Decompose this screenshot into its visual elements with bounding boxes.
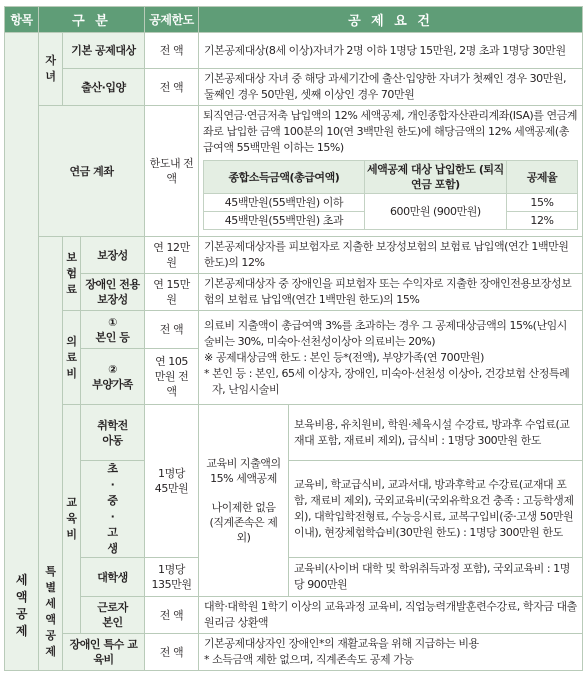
edu-worker-desc: 대학·대학원 1학기 이상의 교육과정 교육비, 직업능력개발훈련수강료, 학자금 대출 원리금 상환액 [199, 597, 583, 634]
insurance-disabled-desc: 기본공제대상자 중 장애인을 피보험자 또는 수익자로 지출한 장애인전용보장성보험의 보험료 납입액(연간 1백만원 한도)의 15% [199, 274, 583, 311]
pension-cell [199, 106, 583, 237]
child-birth-limit: 전 액 [145, 69, 199, 106]
medical-desc [199, 311, 583, 405]
edu-worker-label: 근로자 본인 [81, 597, 145, 634]
pension-desc: 퇴직연금·연금저축 납입액의 12% 세액공제, 개인종합자산관리계좌(ISA)를 연금계좌로 납입한 금액 100분의 10(연 3백만원 한도)에 해당금액의 12% 세액공제(총급여액 55백만원 이하는 15%) [203, 109, 577, 154]
pension-row2-rate: 12% [506, 212, 577, 230]
education-group-label: 교육비 [63, 405, 81, 634]
pension-label: 연금 계좌 [39, 106, 145, 237]
edu-university-limit: 1명당 135만원 [145, 558, 199, 597]
pension-row2-income: 45백만원(55백만원) 초과 [204, 212, 365, 230]
edu-school-label: 초·중·고생 [81, 461, 145, 558]
row-edu-university [5, 558, 583, 597]
header-item: 항목 [5, 7, 39, 33]
edu-limit-per-person: 1명당 45만원 [145, 405, 199, 558]
medical-self-label: ① 본인 등 [81, 311, 145, 349]
tax-credit-table [4, 6, 583, 671]
pension-subheader-rate: 공제율 [506, 161, 577, 194]
pension-limit: 한도내 전액 [145, 106, 199, 237]
special-group-label: 특별세액공제 [39, 237, 63, 671]
header-requirements: 공 제 요 건 [199, 7, 583, 33]
pension-subheader-income: 종합소득금액(총급여액) [204, 161, 365, 194]
edu-disabled-desc: 기본공제대상자인 장애인*의 재활교육을 위해 지급하는 비용 * 소득금액 제한 없으며, 직계존속도 공제 가능 [199, 634, 583, 671]
tax-credit-label: 세액공제 [5, 33, 39, 671]
insurance-coverage-label: 보장성 [81, 237, 145, 274]
child-basic-label: 기본 공제대상 [63, 33, 145, 69]
row-edu-preschool [5, 405, 583, 461]
edu-school-desc: 교육비, 학교급식비, 교과서대, 방과후학교 수강료(교재대 포함, 재료비 제외), 국외교육비(국외유학요건 충족 : 고등학생제외), 대학입학전형료, 수능응시료, 교복구입비(중·고생 50만원 이내), 현장체험학습비(30만원 한도) : 1명당 300만원 한도 [289, 461, 583, 558]
edu-credit-cell [199, 405, 289, 597]
edu-disabled-label: 장애인 특수 교육비 [63, 634, 145, 671]
insurance-disabled-limit: 연 15만원 [145, 274, 199, 311]
row-medical-self [5, 311, 583, 349]
row-child-birth [5, 69, 583, 106]
edu-credit-note: 교육비 지출액의 15% 세액공제 [206, 457, 281, 485]
edu-no-age-note: 나이제한 없음 (직계존속은 제외) [209, 501, 278, 544]
edu-disabled-limit: 전 액 [145, 634, 199, 671]
row-edu-disabled [5, 634, 583, 671]
medical-group-label: 의료비 [63, 311, 81, 405]
medical-desc-limit-note: ※ 공제대상금액 한도 : 본인 등*(전액), 부양가족(연 700만원) [204, 350, 484, 364]
medical-self-limit: 전 액 [145, 311, 199, 349]
child-birth-desc: 기본공제대상 자녀 중 해당 과세기간에 출산·입양한 자녀가 첫째인 경우 30만원, 둘째인 경우 50만원, 셋째 이상인 경우 70만원 [199, 69, 583, 106]
child-group-label: 자녀 [39, 33, 63, 106]
pension-subtable [203, 160, 578, 230]
child-birth-label: 출산·입양 [63, 69, 145, 106]
row-edu-school [5, 461, 583, 558]
edu-university-label: 대학생 [81, 558, 145, 597]
edu-university-desc: 교육비(사이버 대학 및 학위취득과정 포함), 국외교육비 : 1명당 900만원 [289, 558, 583, 597]
row-edu-worker [5, 597, 583, 634]
child-basic-limit: 전 액 [145, 33, 199, 69]
edu-preschool-desc: 보육비용, 유치원비, 학원·체육시설 수강료, 방과후 수업료(교재대 포함, 재료비 제외), 급식비 : 1명당 300만원 한도 [289, 405, 583, 461]
pension-row1-rate: 15% [506, 194, 577, 212]
row-pension [5, 106, 583, 237]
pension-row1-income: 45백만원(55백만원) 이하 [204, 194, 365, 212]
child-basic-desc: 기본공제대상(8세 이상)자녀가 2명 이하 1명당 15만원, 2명 초과 1명당 30만원 [199, 33, 583, 69]
medical-desc-self-note: * 본인 등 : 본인, 65세 이상자, 장애인, 미숙아·선천성 이상아, 건강보험 산정특례자, 난임시술비 [204, 366, 570, 396]
medical-dependents-label: ② 부양가족 [81, 349, 145, 405]
header-category: 구 분 [39, 7, 145, 33]
insurance-group-label: 보험료 [63, 237, 81, 311]
medical-dependents-limit: 연 105만원 전액 [145, 349, 199, 405]
header-limit: 공제한도 [145, 7, 199, 33]
pension-subheader-limit: 세액공제 대상 납입한도 (퇴직연금 포함) [364, 161, 506, 194]
pension-limit-merged: 600만원 (900만원) [364, 194, 506, 230]
header-row [5, 7, 583, 33]
row-insurance-disabled [5, 274, 583, 311]
insurance-coverage-limit: 연 12만원 [145, 237, 199, 274]
insurance-coverage-desc: 기본공제대상자를 피보험자로 지출한 보장성보험의 보험료 납입액(연간 1백만원 한도)의 12% [199, 237, 583, 274]
edu-worker-limit: 전 액 [145, 597, 199, 634]
edu-preschool-label: 취학전 아동 [81, 405, 145, 461]
medical-desc-main: 의료비 지출액이 총급여액 3%를 초과하는 경우 그 공제대상금액의 15%(난임시술비는 30%, 미숙아·선천성이상아 의료비는 20%) [204, 318, 567, 348]
insurance-disabled-label: 장애인 전용 보장성 [81, 274, 145, 311]
row-child-basic [5, 33, 583, 69]
row-insurance-coverage [5, 237, 583, 274]
